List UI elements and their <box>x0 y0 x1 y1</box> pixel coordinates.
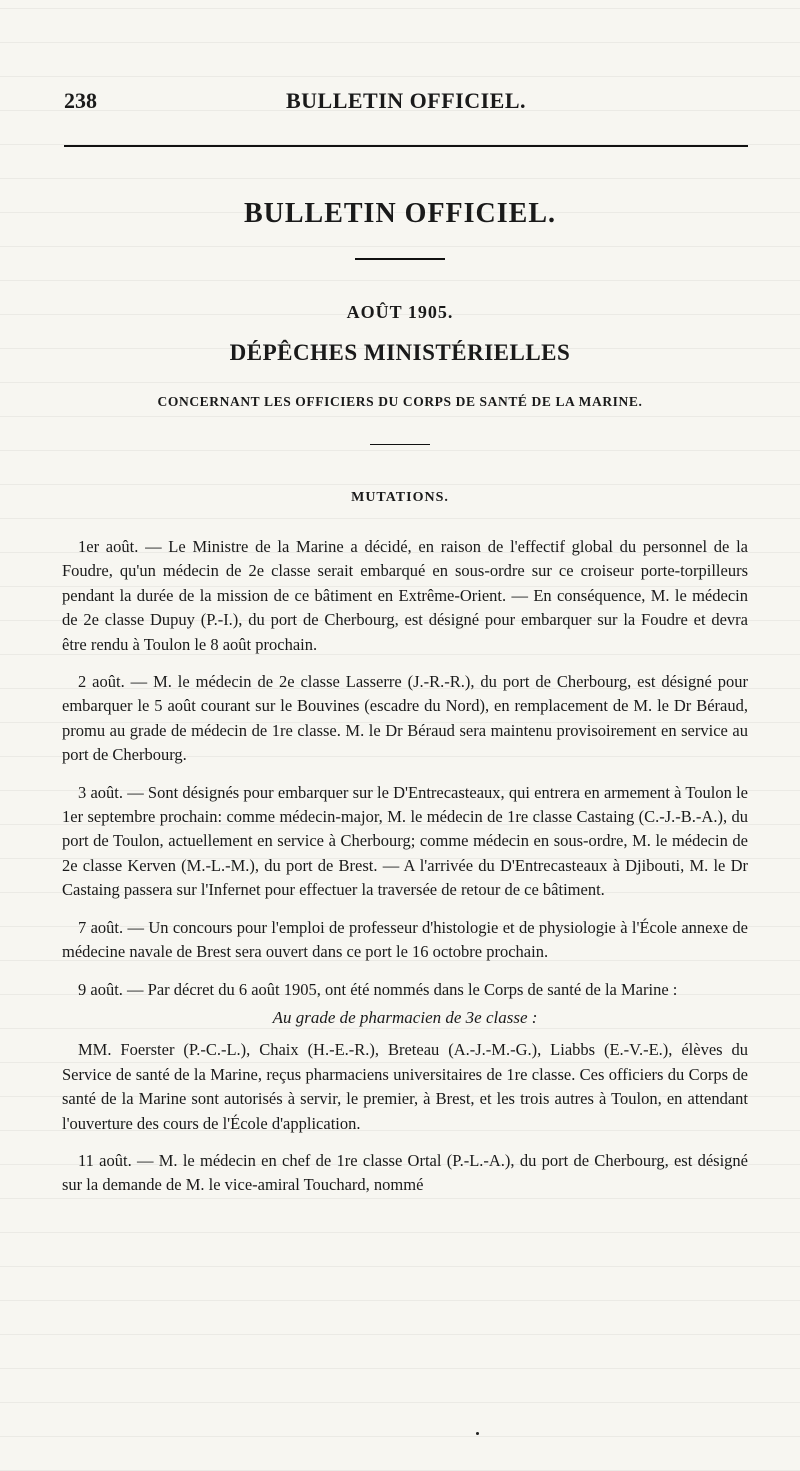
title-rule <box>355 258 445 260</box>
running-header <box>64 88 748 128</box>
section-title: DÉPÊCHES MINISTÉRIELLES <box>229 340 571 365</box>
paragraph-1-aout: 1er août. — Le Ministre de la Marine a décidé, en raison de l'effectif global du personnel de la Foudre, qu'un médecin de 2e classe serait embarqué en sous-ordre sur ce croiseur porte-torpilleurs pendant la durée de la mission de ce bâtiment en Extrême-Orient. — En conséquence, M. le médecin de 2e classe Dupuy (P.-I.), du port de Cherbourg, est désigné pour embarquer sur la Foudre et devra être rendu à Toulon le 8 août prochain. <box>62 537 748 654</box>
month-heading: AOÛT 1905. <box>346 302 454 322</box>
header-rule <box>64 145 748 147</box>
section-subtitle: CONCERNANT LES OFFICIERS DU CORPS DE SANTÉ DE LA MARINE. <box>157 394 643 409</box>
page-number: 238 <box>64 88 97 113</box>
paragraph-11-aout: 11 août. — M. le médecin en chef de 1re classe Ortal (P.-L.-A.), du port de Cherbourg, est désigné sur la demande de M. le vice-amiral Touchard, nommé <box>62 1150 748 1195</box>
bulletin-title: BULLETIN OFFICIEL. <box>243 198 557 229</box>
running-title: BULLETIN OFFICIEL. <box>285 88 527 113</box>
section-rule <box>370 444 430 445</box>
grade-heading: Au grade de pharmacien de 3e classe : <box>272 1007 538 1027</box>
subsection-title: MUTATIONS. <box>351 490 449 505</box>
paragraph-3-aout: 3 août. — Sont désignés pour embarquer sur le D'Entrecasteaux, qui entrera en armement à Toulon le 1er septembre prochain: comme médecin-major, M. le médecin de 1re classe Castaing (C.-J.-B.-A.), du port de Toulon, actuellement en service à Cherbourg; comme médecin en sous-ordre, M. le médecin de 2e classe Kerven (M.-L.-M.), du port de Brest. — A l'arrivée du D'Entrecasteaux à Djibouti, M. le Dr Castaing passera sur l'Infernet pour effectuer la traversée de retour de ce bâtiment. <box>62 782 748 900</box>
article-body <box>62 535 748 1211</box>
paragraph-pharmaciens: MM. Foerster (P.-C.-L.), Chaix (H.-E.-R.), Breteau (A.-J.-M.-G.), Liabbs (E.-V.-E.), élèves du Service de santé de la Marine, reçus pharmaciens universitaires de 1re classe. Ces officiers du Corps de santé de la Marine sont autorisés à servir, le premier, à Brest, et les trois autres à Toulon, en attendant l'ouverture des cours de l'École d'application. <box>62 1040 748 1133</box>
paragraph-2-aout: 2 août. — M. le médecin de 2e classe Lasserre (J.-R.-R.), du port de Cherbourg, est désigné pour embarquer le 5 août courant sur le Bouvines (escadre du Nord), en remplacement de M. le Dr Béraud, promu au grade de médecin de 1re classe. M. le Dr Béraud sera maintenu provisoirement en service au port de Cherbourg. <box>62 672 748 765</box>
paragraph-7-aout: 7 août. — Un concours pour l'emploi de professeur d'histologie et de physiologie à l'École annexe de médecine navale de Brest sera ouvert dans ce port le 16 octobre prochain. <box>62 917 748 962</box>
paragraph-9-aout: 9 août. — Par décret du 6 août 1905, ont été nommés dans le Corps de santé de la Marine : <box>78 979 678 999</box>
page-mark <box>476 1432 479 1435</box>
